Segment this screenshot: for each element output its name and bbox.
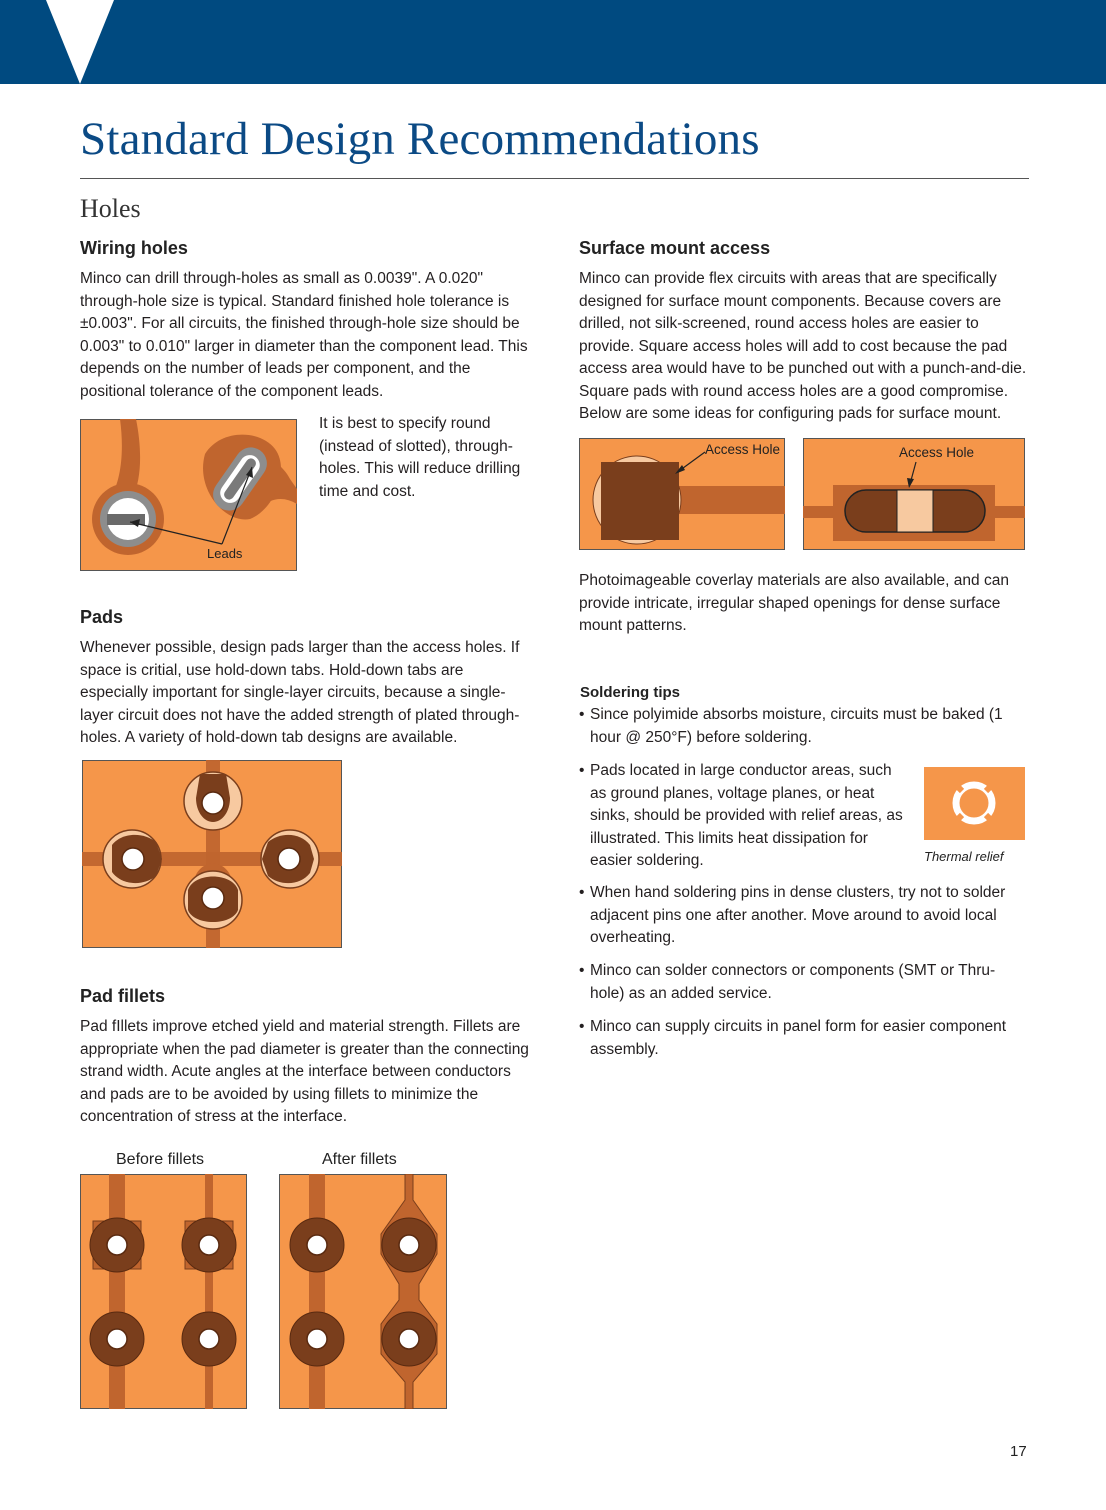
soldering-tip-item: • Pads located in large conductor areas, such as ground planes, voltage planes, or heat sinks, should be provided with relief areas, as illustrated. This limits heat dissipation for easier soldering.	[579, 760, 908, 873]
pads-heading: Pads	[80, 607, 124, 627]
wiring-holes-body: Minco can drill through-holes as small as 0.0039". A 0.020" through-hole size is typical. Standard finished hole tolerance is ±0.003". For all circuits, the finished through-hole size should be 0.003" to 0.010" larger in diameter than the component lead. This depends on the number of leads per component, and the positional tolerance of the component leads.	[80, 270, 528, 400]
square-pad-access-hole-illustration	[579, 438, 785, 550]
header-chevron-icon	[0, 0, 1106, 84]
soldering-tip-item: • When hand soldering pins in dense clusters, try not to solder adjacent pins one after another. Move around to avoid local overheating.	[579, 882, 1040, 950]
hold-down-tabs-illustration	[82, 760, 342, 948]
coverlay-text: Photoimageable coverlay materials are also available, and can provide intricate, irregular shaped openings for dense surface mount patterns.	[579, 572, 1009, 634]
round-holes-note: It is best to specify round (instead of slotted), through-holes. This will reduce drilling time and cost.	[319, 415, 521, 500]
header-band	[0, 0, 1106, 84]
pad-fillets-heading: Pad fillets	[80, 986, 166, 1006]
surface-mount-body: Minco can provide flex circuits with areas that are specifically designed for surface mount components. Because covers are drilled, not silk-screened, round access holes are easier to provide. Square access holes will add to cost because the pad access area would have to be punched out with a punch-and-die. Square pads with round access holes are a good compromise. Below are some ideas for configuring pads for surface mount.	[579, 270, 1027, 422]
after-fillets-illustration	[279, 1174, 447, 1409]
access-hole-label-2: Access Hole	[899, 445, 975, 460]
page-title: Standard Design Recommendations	[80, 113, 760, 165]
soldering-tip-item: • Since polyimide absorbs moisture, circuits must be baked (1 hour @ 250°F) before soldering.	[579, 704, 1028, 749]
section-heading: Holes	[80, 194, 141, 223]
soldering-tip-item: • Minco can supply circuits in panel form for easier component assembly.	[579, 1016, 1040, 1061]
soldering-tips-heading: Soldering tips	[580, 684, 681, 701]
thermal-relief-icon	[924, 767, 1025, 840]
wiring-holes-heading: Wiring holes	[80, 238, 188, 258]
soldering-tip-item: • Minco can solder connectors or components (SMT or Thru-hole) as an added service.	[579, 960, 1028, 1005]
page-number: 17	[1010, 1443, 1027, 1460]
before-fillets-illustration	[80, 1174, 247, 1409]
pads-body: Whenever possible, design pads larger than the access holes. If space is critial, use hold-down tabs. Hold-down tabs are especially important for single-layer circuits, because a single-layer circuit does not have the added strength of plated through-holes. A variety of hold-down tab designs are available.	[80, 639, 520, 746]
pad-fillets-body: Pad fIllets improve etched yield and material strength. Fillets are appropriate when the pad diameter is greater than the connecting strand width. Acute angles at the interface between conductors and pads are to be avoided by using fillets to minimize the concentration of stress at the interface.	[80, 1018, 529, 1125]
title-divider	[80, 178, 1029, 179]
access-hole-label-1: Access Hole	[705, 442, 781, 457]
rounded-pad-access-hole-illustration	[803, 438, 1025, 550]
thermal-relief-caption: Thermal relief	[924, 849, 1004, 864]
before-fillets-label: Before fillets	[116, 1151, 205, 1168]
after-fillets-label: After fillets	[322, 1151, 397, 1168]
leads-label: Leads	[207, 546, 243, 561]
leads-illustration	[80, 419, 297, 571]
surface-mount-heading: Surface mount access	[579, 238, 771, 258]
